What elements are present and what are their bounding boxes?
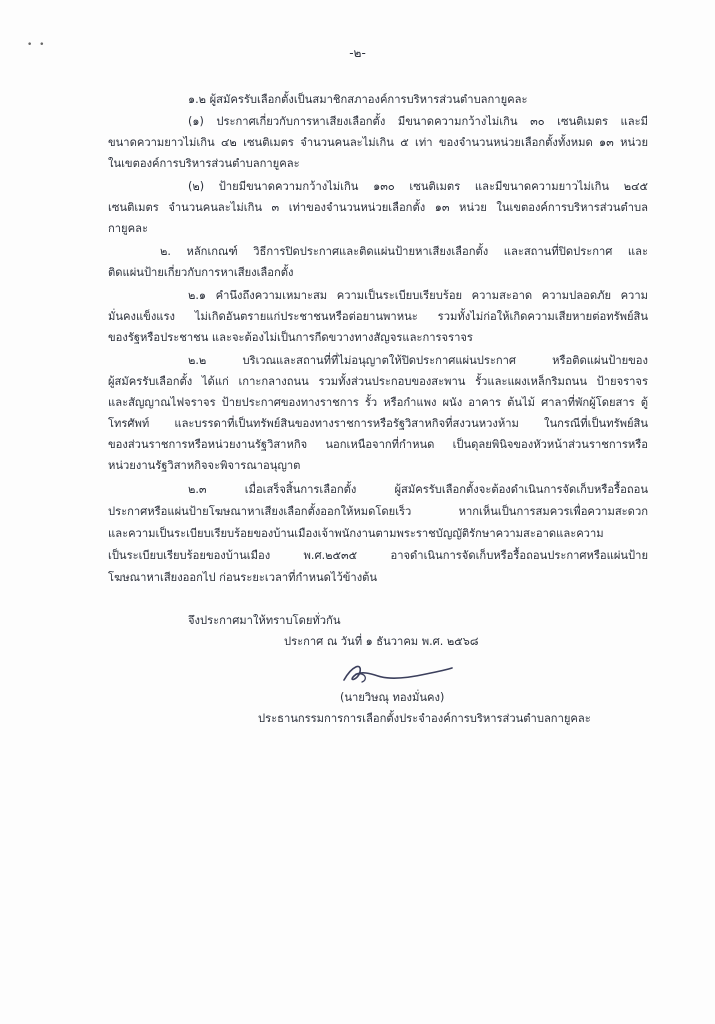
item-1-line-2: ขนาดความยาวไม่เกิน ๔๒ เซนติเมตร จำนวนคนละไม่เกิน ๕ เท่า ของจำนวนหน่วยเลือกตั้งทั้งหมด ๑๓ หน่วย (108, 136, 648, 149)
section-2-3-line-3: และความเป็นระเบียบเรียบร้อยของบ้านเมืองเจ้าพนักงานตามพระราชบัญญัติรักษาความสะอาดและความ (108, 527, 604, 540)
section-2-2-line-4: โทรศัพท์ และบรรดาที่เป็นทรัพย์สินของทางราชการหรือรัฐวิสาหกิจที่สงวนหวงห้าม ในกรณีที่เป็นทรัพย์สิน (108, 417, 648, 430)
section-2-1-line-2: มั่นคงแข็งแรง ไม่เกิดอันตรายแก่ประชาชนหรือต่อยานพาหนะ รวมทั้งไม่ก่อให้เกิดความเสียหายต่อทรัพย์สิน (108, 310, 648, 323)
section-1-2-heading: ๑.๒ ผู้สมัครรับเลือกตั้งเป็นสมาชิกสภาองค์การบริหารส่วนตำบลกายูคละ (188, 93, 528, 106)
signer-title: ประธานกรรมการการเลือกตั้งประจำองค์การบริหารส่วนตำบลกายูคละ (258, 712, 591, 725)
item-2-line-1: (๒) ป้ายมีขนาดความกว้างไม่เกิน ๑๓๐ เซนติเมตร และมีขนาดความยาวไม่เกิน ๒๔๕ (188, 180, 648, 193)
margin-marks: • • (27, 40, 47, 50)
item-2-line-2: เซนติเมตร จำนวนคนละไม่เกิน ๓ เท่าของจำนวนหน่วยเลือกตั้ง ๑๓ หน่วย ในเขตองค์การบริหารส่วนตำบล (108, 201, 648, 214)
section-2-2-line-6: หน่วยงานรัฐวิสาหกิจจะพิจารณาอนุญาต (108, 459, 301, 472)
section-2-3-line-1: ๒.๓ เมื่อเสร็จสิ้นการเลือกตั้ง ผู้สมัครรับเลือกตั้งจะต้องดำเนินการจัดเก็บหรือรื้อถอน (188, 483, 648, 496)
section-2-2-line-3: และสัญญาณไฟจราจร ป้ายประกาศของทางราชการ รั้ว หรือกำแพง ผนัง อาคาร ต้นไม้ ศาลาที่พักผู้โดยสาร ตู้ (108, 396, 648, 409)
section-2-2-line-2: ผู้สมัครรับเลือกตั้ง ได้แก่ เกาะกลางถนน รวมทั้งส่วนประกอบของสะพาน รั้วและแผงเหล็กริมถนน ป้ายจราจร (108, 375, 648, 388)
section-2-1-line-1: ๒.๑ คำนึงถึงความเหมาะสม ความเป็นระเบียบเรียบร้อย ความสะอาด ความปลอดภัย ความ (188, 289, 648, 302)
announcement-date: ประกาศ ณ วันที่ ๑ ธันวาคม พ.ศ. ๒๕๖๘ (284, 635, 479, 648)
section-2-3-line-4: เป็นระเบียบเรียบร้อยของบ้านเมือง พ.ศ.๒๕๓๕ อาจดำเนินการจัดเก็บหรือรื้อถอนประกาศหรือแผ่นป้าย (108, 549, 648, 562)
section-2-1-line-3: ของรัฐหรือประชาชน และจะต้องไม่เป็นการกีดขวางทางสัญจรและการจราจร (108, 331, 473, 344)
section-2-2-line-5: ของส่วนราชการหรือหน่วยงานรัฐวิสาหกิจ นอกเหนือจากที่กำหนด เป็นดุลยพินิจของหัวหน้าส่วนราชการหรือ (108, 438, 648, 451)
section-2-line-2: ติดแผ่นป้ายเกี่ยวกับการหาเสียงเลือกตั้ง (108, 266, 294, 279)
section-2-line-1: ๒. หลักเกณฑ์ วิธีการปิดประกาศและติดแผ่นป้ายหาเสียงเลือกตั้ง และสถานที่ปิดประกาศ และ (160, 245, 648, 258)
signer-name: (นายวิษณุ ทองมั่นคง) (340, 691, 445, 704)
section-2-2-line-1: ๒.๒ บริเวณและสถานที่ที่ไม่อนุญาตให้ปิดประกาศแผ่นประกาศ หรือติดแผ่นป้ายของ (188, 354, 648, 367)
item-1-line-3: ในเขตองค์การบริหารส่วนตำบลกายูคละ (108, 157, 300, 170)
item-1-line-1: (๑) ประกาศเกี่ยวกับการหาเสียงเลือกตั้ง มีขนาดความกว้างไม่เกิน ๓๐ เซนติเมตร และมี (188, 115, 648, 128)
section-2-3-line-5: โฆษณาหาเสียงออกไป ก่อนระยะเวลาที่กำหนดไว้ข้างต้น (108, 571, 378, 584)
announcement: จึงประกาศมาให้ทราบโดยทั่วกัน (188, 614, 341, 627)
section-2-3-line-2: ประกาศหรือแผ่นป้ายโฆษณาหาเสียงเลือกตั้งออกให้หมดโดยเร็ว หากเห็นเป็นการสมควรเพื่อความสะดวก (108, 505, 648, 518)
item-2-line-3: กายูคละ (108, 222, 148, 235)
handwritten-signature (338, 658, 456, 688)
page-number: -๒- (349, 46, 366, 60)
